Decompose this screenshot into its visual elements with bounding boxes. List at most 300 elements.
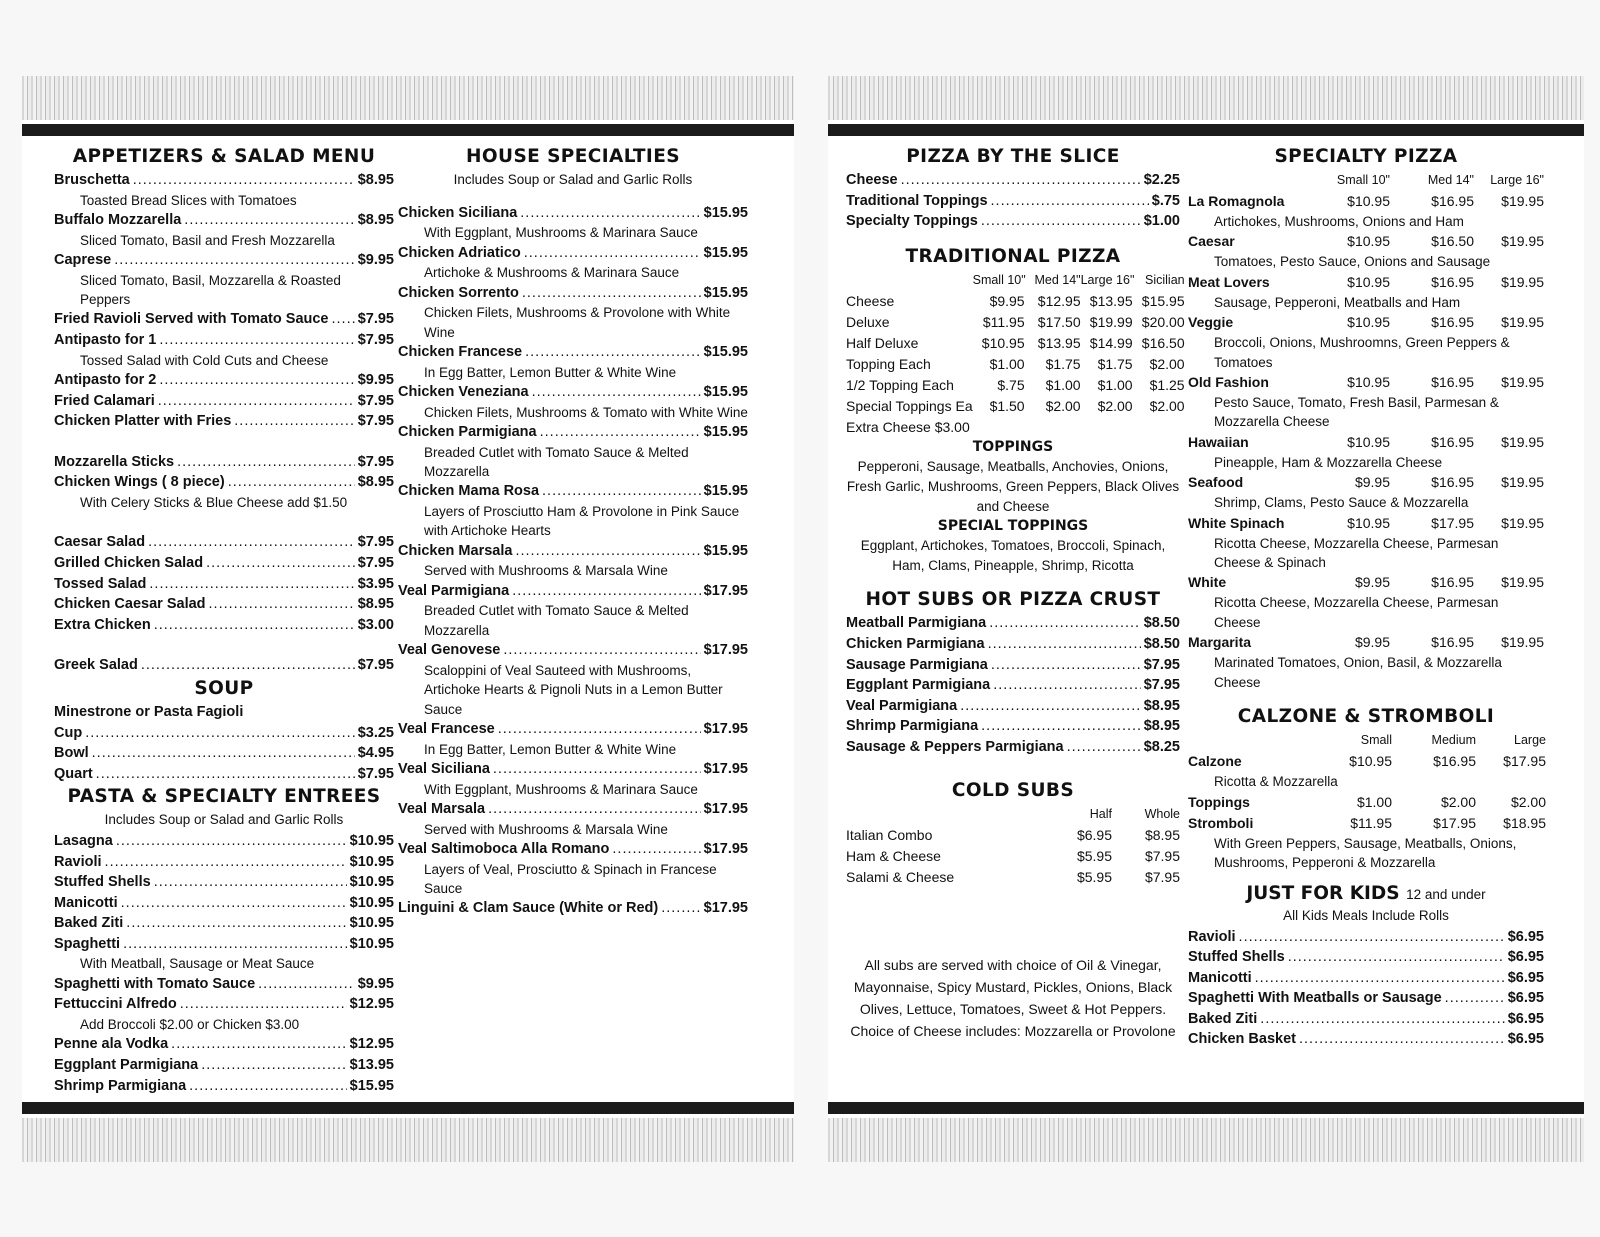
leader-dots [123,934,347,955]
item-name: Meat Lovers [1188,273,1270,290]
cold-subs-table [846,804,1180,888]
section-title-pasta: PASTA & SPECIALTY ENTREES [67,786,381,808]
item-name: Cup [54,724,83,741]
item-description: Ricotta Cheese, Mozzarella Cheese, Parmesan Cheese & Spinach [1214,535,1499,571]
item-description: Tossed Salad with Cold Cuts and Cheese [80,352,329,368]
table-cell: 1/2 Topping Each [846,376,954,393]
menu-item [846,170,1180,191]
leader-dots [993,675,1140,696]
item-price: $9.95 [1354,574,1390,591]
item-description: With Eggplant, Mushrooms & Marinara Sauce [424,225,698,241]
item-price: $16.95 [1431,634,1474,651]
top-texture-band [22,76,794,120]
leader-dots [960,696,1140,717]
item-name: Veal Parmigiana [846,697,958,714]
extra-cheese: Extra Cheese $3.00 [846,418,970,435]
item-price: $16.95 [1431,433,1474,450]
table-cell: $16.50 [1141,334,1185,351]
item-price: $10.95 [1347,193,1390,209]
menu-item [398,203,748,224]
menu-item [54,330,394,351]
item-name: Chicken Parmigiana [846,635,985,652]
menu-item [846,634,1180,655]
spacer [54,635,394,655]
leader-dots [1067,737,1141,758]
leader-dots [126,913,346,934]
item-name: Linguini & Clam Sauce (White or Red) [398,900,659,917]
item-price: $15.95 [703,204,748,221]
table-cell: $14.99 [1089,334,1133,351]
item-price: $7.95 [1143,677,1180,694]
table-cell: Special Toppings Ea [846,397,973,414]
column-header: Large 16" [1490,173,1544,187]
section-title-slice: PIZZA BY THE SLICE [906,146,1120,167]
leader-dots [503,640,700,661]
menu-item [398,382,748,403]
item-name: Toppings [1188,793,1250,810]
menu-item [54,1076,394,1097]
menu-item [54,743,394,764]
item-name: Mozzarella Sticks [54,453,175,470]
menu-item [54,411,394,432]
table-cell: $9.95 [989,292,1025,309]
special-toppings-text: Eggplant, Artichokes, Tomatoes, Broccoli, Spinach, Ham, Clams, Pineapple, Shrimp, Ricotta [860,538,1166,573]
item-price: $10.95 [349,874,394,891]
item-price: $17.95 [1431,514,1474,531]
item-name: Lasagna [54,832,113,849]
menu-item [1188,1029,1544,1050]
leader-dots [488,799,701,820]
kids-subtitle: All Kids Meals Include Rolls [1283,907,1449,923]
menu-item [54,615,394,636]
menu-left-page [22,76,794,1162]
item-description: Sliced Tomato, Basil and Fresh Mozzarella [80,232,335,248]
leader-dots [133,170,355,191]
leader-dots [520,203,700,224]
item-price: $19.95 [1501,474,1544,491]
menu-item [54,594,394,615]
column-header [1188,730,1320,751]
item-price: $15.95 [703,284,748,301]
column-appetizers-soup-pasta [54,144,394,1096]
table-cell: $7.95 [1144,868,1180,885]
menu-item [54,1055,394,1076]
item-name: Calzone [1188,753,1242,770]
menu-item [54,553,394,574]
item-price: $7.95 [357,765,394,782]
item-price: $19.95 [1501,233,1544,250]
table-cell: $20.00 [1141,313,1185,330]
item-name: Chicken Siciliana [398,204,518,221]
table-cell: $12.95 [1037,292,1081,309]
item-price: $16.95 [1431,574,1474,591]
leader-dots [149,574,354,595]
item-name: Fettuccini Alfredo [54,996,177,1013]
item-price: $19.95 [1501,314,1544,331]
item-price: $2.00 [1440,793,1476,810]
item-description: With Green Peppers, Sausage, Meatballs, Onions, Mushrooms, Pepperoni & Mozzarella [1214,835,1517,870]
item-price: $16.95 [1431,374,1474,391]
item-name: Meatball Parmigiana [846,615,987,632]
table-cell: Italian Combo [846,826,933,843]
item-name: Chicken Sorrento [398,284,519,301]
leader-dots [105,852,347,873]
leader-dots [92,743,355,764]
item-price: $19.95 [1501,634,1544,651]
menu-item [54,934,394,955]
menu-item [846,716,1180,737]
item-description: Artichoke & Mushrooms & Marinara Sauce [424,265,680,281]
item-price: $7.95 [357,534,394,551]
item-price: $6.95 [1507,949,1544,966]
table-cell: $15.95 [1141,292,1185,309]
leader-dots [148,532,355,553]
section-title-hot-subs: HOT SUBS OR PIZZA CRUST [865,589,1161,611]
item-price: $17.95 [703,841,748,858]
table-cell: $19.99 [1089,313,1133,330]
item-name: Bowl [54,745,89,762]
menu-item [846,696,1180,717]
menu-item [54,574,394,595]
item-price: $16.95 [1431,474,1474,491]
leader-dots [1239,927,1505,948]
item-price: $9.95 [357,252,394,268]
item-name: Quart [54,765,93,782]
soup-subtitle: Minestrone or Pasta Fagioli [54,703,244,720]
item-price: $10.95 [1347,273,1390,290]
item-description: Breaded Cutlet with Tomato Sauce & Melted Mozzarella [424,444,689,479]
leader-dots [121,893,347,914]
item-price: $9.95 [357,372,394,388]
item-price: $3.25 [357,724,394,741]
item-name: Veal Marsala [398,801,486,818]
column-header: Medium [1431,733,1476,748]
table-cell: $11.95 [982,313,1025,330]
item-price: $10.95 [1347,433,1390,450]
table-cell: $2.00 [1097,397,1133,414]
menu-item [54,974,394,995]
leader-dots [158,391,355,412]
item-description: Served with Mushrooms & Marsala Wine [424,563,668,579]
table-cell: Topping Each [846,355,931,372]
item-description: In Egg Batter, Lemon Butter & White Wine [424,741,677,757]
section-title-traditional: TRADITIONAL PIZZA [905,245,1121,267]
menu-item [846,737,1180,758]
item-name: Bruschetta [54,172,130,188]
item-name: Antipasto for 1 [54,332,157,348]
item-name: Ravioli [54,853,102,870]
menu-item [398,422,748,443]
item-name: La Romagnola [1188,193,1285,209]
item-price: $7.95 [357,392,394,409]
leader-dots [171,1034,346,1055]
item-price: $16.95 [1431,193,1474,209]
table-cell: Half Deluxe [846,334,919,351]
item-name: Baked Ziti [54,915,124,932]
item-price: $19.95 [1501,574,1544,591]
table-cell: $2.00 [1045,397,1081,414]
menu-item [398,799,748,820]
item-description: Sliced Tomato, Basil, Mozzarella & Roasted Peppers [80,272,341,307]
column-header [846,804,1052,825]
column-header [846,270,973,291]
item-price: $15.95 [703,542,748,559]
table-cell: $10.95 [981,334,1025,351]
leader-dots [177,452,355,473]
menu-item [54,250,394,271]
table-cell: $1.25 [1149,376,1185,393]
item-description: Artichokes, Mushrooms, Onions and Ham [1214,214,1464,229]
menu-item [54,994,394,1015]
item-price: $8.95 [1143,718,1180,735]
leader-dots [512,581,700,602]
menu-item [398,581,748,602]
item-price: $7.95 [357,657,394,674]
item-name: Veal Saltimoboca Alla Romano [398,841,610,858]
item-price: $9.95 [357,975,394,992]
bottom-rule [828,1102,1584,1114]
item-price: $3.00 [357,616,394,633]
menu-item [54,831,394,852]
item-price: $10.95 [1347,314,1390,331]
menu-item [54,893,394,914]
item-price: $6.95 [1507,969,1544,986]
item-name: Stuffed Shells [1188,949,1285,966]
section-title-specialty: SPECIALTY PIZZA [1274,146,1458,167]
item-name: Ravioli [1188,928,1236,945]
item-price: $17.95 [703,761,748,778]
menu-item [398,719,748,740]
pasta-subtitle: Includes Soup or Salad and Garlic Rolls [104,812,344,828]
item-price: $17.95 [1433,814,1476,831]
item-price: $9.95 [1354,634,1390,651]
item-name: Seafood [1188,474,1244,491]
leader-dots [1260,1009,1504,1030]
item-price: $4.95 [357,745,394,762]
item-name: Chicken Mama Rosa [398,483,540,500]
leader-dots [114,250,354,271]
menu-item [1188,927,1544,948]
table-cell: $5.95 [1076,868,1112,885]
item-name: White Spinach [1188,514,1285,531]
item-name: Chicken Veneziana [398,384,529,400]
column-header: Med 14" [1427,173,1474,187]
section-title-appetizers: APPETIZERS & SALAD MENU [72,146,376,167]
leader-dots [85,723,355,744]
item-name: Veggie [1188,314,1234,331]
table-cell: $17.50 [1037,313,1081,330]
item-name: White [1188,574,1227,591]
item-name: Chicken Francese [398,344,523,360]
item-price: $8.25 [1143,738,1180,755]
item-name: Hawaiian [1188,433,1249,450]
menu-item [398,243,748,264]
item-price: $17.95 [703,582,748,599]
item-name: Shrimp Parmigiana [54,1077,187,1094]
item-name: Spaghetti with Tomato Sauce [54,975,256,992]
item-price: $16.95 [1431,314,1474,331]
item-description: Marinated Tomatoes, Onion, Basil, & Mozzarella Cheese [1214,655,1502,690]
item-price: $17.95 [703,642,748,659]
leader-dots [901,170,1141,191]
item-description: Served with Mushrooms & Marsala Wine [424,821,668,837]
table-cell: $1.00 [989,355,1025,372]
leader-dots [209,594,355,615]
section-title-kids: JUST FOR KIDS 12 and under [1246,883,1486,905]
leader-dots [991,191,1149,212]
leader-dots [1255,968,1505,989]
item-price: $13.95 [349,1057,394,1074]
item-name: Traditional Toppings [846,192,988,209]
leader-dots [515,541,700,562]
item-name: Eggplant Parmigiana [54,1057,199,1074]
item-price: $8.95 [357,596,394,613]
item-name: Penne ala Vodka [54,1036,169,1053]
table-cell: $1.75 [1097,355,1133,372]
item-name: Stuffed Shells [54,874,151,891]
item-price: $9.95 [1354,474,1390,491]
slice-list [846,170,1180,232]
item-description: Layers of Prosciutto Ham & Provolone in Pink Sauce with Artichoke Hearts [424,504,740,539]
leader-dots [206,553,355,574]
leader-dots [498,719,701,740]
item-description: With Eggplant, Mushrooms & Marinara Sauce [424,781,698,797]
item-price: $8.95 [1143,697,1180,714]
item-price: $8.50 [1143,635,1180,652]
section-title-soup: SOUP [194,677,254,699]
item-name: Eggplant Parmigiana [846,677,991,694]
leader-dots [116,831,347,852]
soup-list [54,723,394,785]
item-price: $10.95 [349,915,394,932]
column-header: Small 10" [972,272,1026,287]
column-specialty-calzone-kids [1188,144,1544,1050]
leader-dots [189,1076,346,1097]
item-price: $15.95 [703,344,748,360]
menu-item [1188,988,1544,1009]
leader-dots [989,613,1140,634]
column-header: Med 14" [1034,272,1081,287]
table-cell: $7.95 [1144,847,1180,864]
pasta-list [54,831,394,1096]
leader-dots [228,472,355,493]
menu-item [1188,968,1544,989]
menu-item [398,283,748,304]
item-price: $1.00 [1356,793,1392,810]
column-header: Whole [1144,806,1180,821]
menu-item [54,852,394,873]
item-name: Manicotti [1188,969,1252,986]
leader-dots [612,839,700,860]
table-cell: $1.00 [1045,376,1081,393]
leader-dots [988,634,1141,655]
item-price: $15.95 [349,1077,394,1094]
table-cell: $.75 [997,376,1025,393]
column-header: Large [1514,733,1546,748]
menu-item [54,532,394,553]
item-name: Stromboli [1188,814,1254,831]
table-cell: $8.95 [1144,826,1180,843]
menu-item [54,370,394,391]
item-name: Spaghetti [54,935,121,952]
leader-dots [540,422,701,443]
menu-item [54,391,394,412]
menu-item [54,452,394,473]
item-description: Shrimp, Clams, Pesto Sauce & Mozzarella [1214,495,1469,511]
item-name: Caprese [54,252,112,268]
menu-item [54,1034,394,1055]
item-price: $19.95 [1501,433,1544,450]
item-price: $7.95 [357,453,394,470]
item-price: $8.95 [357,172,394,188]
item-description: Add Broccoli $2.00 or Chicken $3.00 [80,1017,300,1033]
column-header: Large 16" [1080,272,1135,287]
column-header: Small 10" [1336,173,1390,187]
item-name: Specialty Toppings [846,213,978,230]
menu-item [398,481,748,502]
traditional-pizza-table [846,270,1185,417]
leader-dots [159,370,354,391]
item-price: $10.95 [1349,753,1392,770]
table-cell: $1.00 [1097,376,1133,393]
item-name: Buffalo Mozzarella [54,212,182,228]
column-pizza-subs [846,144,1185,1042]
item-description: Broccoli, Onions, Mushroomns, Green Peppers & Tomatoes [1214,335,1510,370]
item-name: Chicken Basket [1188,1031,1296,1048]
item-name: Margarita [1188,634,1252,651]
menu-item [54,913,394,934]
item-price: $7.95 [357,332,394,348]
item-price: $10.95 [349,935,394,952]
item-price: $11.95 [1350,814,1392,831]
item-name: Tossed Salad [54,575,147,592]
menu-item [398,640,748,661]
house-list [398,203,748,919]
table-cell: $5.95 [1076,847,1112,864]
leader-dots [522,283,701,304]
item-price: $16.95 [1433,753,1476,770]
specialty-pizza-table [1188,170,1544,692]
leader-dots [234,411,354,432]
column-header: Half [1089,806,1112,821]
leader-dots [141,655,355,676]
item-price: $17.95 [703,801,748,818]
leader-dots [96,764,355,785]
item-price: $10.95 [1347,233,1390,250]
leader-dots [258,974,355,995]
leader-dots [981,716,1141,737]
leader-dots [1288,947,1505,968]
item-name: Fried Ravioli Served with Tomato Sauce [54,311,329,328]
menu-item [846,655,1180,676]
menu-item [398,839,748,860]
leader-dots [201,1055,346,1076]
kids-age: 12 and under [1406,887,1486,903]
item-price: $15.95 [703,424,748,440]
leader-dots [184,210,354,231]
bottom-rule [22,1102,794,1114]
toppings-text: Pepperoni, Sausage, Meatballs, Anchovies, Onions, Fresh Garlic, Mushrooms, Green Peppers, Black Olives and Cheese [846,459,1180,514]
item-price: $8.95 [357,212,394,228]
item-description: In Egg Batter, Lemon Butter & White Wine [424,364,677,380]
item-name: Old Fashion [1188,374,1269,391]
item-description: Tomatoes, Pesto Sauce, Onions and Sausage [1214,254,1491,270]
item-price: $8.95 [357,474,394,491]
item-price: $7.95 [1143,656,1180,673]
table-cell: Deluxe [846,313,890,330]
item-description: Chicken Filets, Mushrooms & Provolone with White Wine [424,305,731,340]
item-description: Ricotta Cheese, Mozzarella Cheese, Parmesan Cheese [1214,595,1499,630]
